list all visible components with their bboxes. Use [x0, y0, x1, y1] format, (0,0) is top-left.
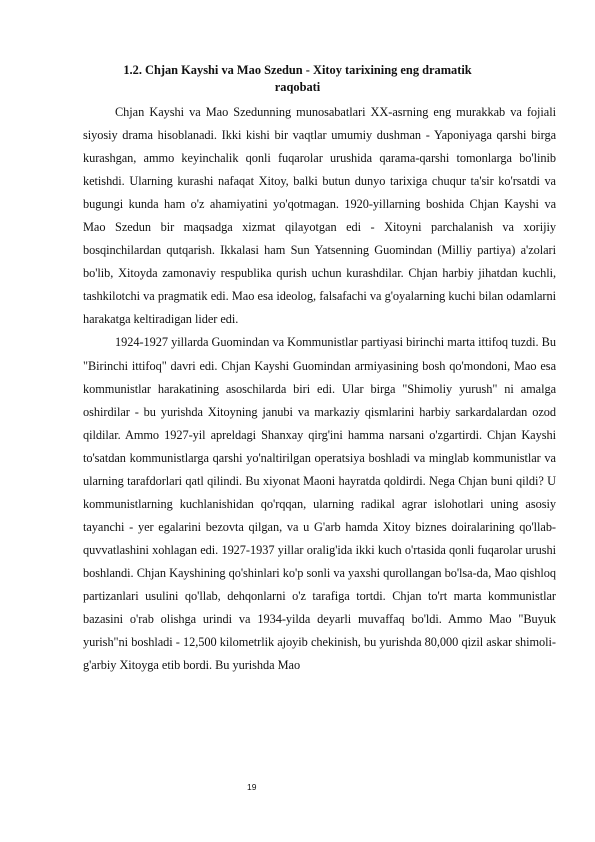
paragraph: 1924-1927 yillarda Guomindan va Kommunistlar partiyasi birinchi marta ittifoq tuzdi. Bu "Birinchi ittifoq" davri edi. Chjan Kayshi Guomindan armiyasining bosh qo'mondoni, Mao esa kommunistlar harakatining asoschilarda biri edi. Ular birga "Shimoliy yurush" ni amalga oshirdilar - bu yurishda Xitoyning janubi va markaziy qismlarini harbiy sarkardalardan ozod qildilar. Ammo 1927-yil apreldagi Shanxay qirg'ini hamma narsani o'zgartirdi. Chjan Kayshi to'satdan kommunistlarga qarshi yo'naltirilgan operatsiya boshladi va minglab kommunistlar va ularning tarafdorlari qatl qilindi. Bu xiyonat Maoni hayratda qoldirdi. Nega Chjan buni qildi? U kommunistlarning kuchlanishidan qo'rqqan, ularning radikal agrar islohotlari uning asosiy tayanchi - yer egalarini bezovta qilgan, va u G'arb hamda Xitoy biznes doiralarining qo'llab-quvvatlashini xohlagan edi. 1927-1937 yillar oralig'ida ikki kuch o'rtasida qonli fuqarolar urushi boshlandi. Chjan Kayshining qo'shinlari ko'p sonli va yaxshi qurollangan bo'lsa-da, Mao qishloq partizanlari usulini qo'llab, dehqonlarni o'z tarafiga tortdi. Chjan to'rt marta kommunistlar bazasini o'rab olishga urindi va 1934-yilda deyarli muvaffaq bo'ldi. Ammo Mao "Buyuk yurish"ni boshladi - 12,500 kilometrlik ajoyib chekinish, bu yurishda 80,000 qizil askar shimoli-g'arbiy Xitoyga etib bordi. Bu yurishda Mao — [83, 335, 556, 673]
paragraph: Chjan Kayshi va Mao Szedunning munosabatlari XX-asrning eng murakkab va fojiali siyosiy drama hisoblanadi. Ikki kishi bir vaqtlar umumiy dushman - Yaponiyaga qarshi birga kurashgan, ammo keyinchalik qonli fuqarolar urushida qarama-qarshi tomonlarga bo'linib ketishdi. Ularning kurashi nafaqat Xitoy, balki butun dunyo tarixiga chuqur ta'sir ko'rsatdi va bugungi kunda ham o'z ahamiyatini yo'qotmagan. 1920-yillarning boshida Chjan Kayshi va Mao Szedun bir maqsadga xizmat qilayotgan edi - Xitoyni parchalanish va xorijiy bosqinchilardan qutqarish. Ikkalasi ham Sun Yatsenning Guomindan (Milliy partiya) a'zolari bo'lib, Xitoyda zamonaviy respublika qurish uchun kurashdilar. Chjan harbiy jihatdan kuchli, tashkilotchi va pragmatik edi. Mao esa ideolog, falsafachi va g'oyalarning kuchi bilan odamlarni harakatga keltiradigan lider edi. — [83, 105, 556, 327]
body-text — [83, 101, 556, 677]
section-heading: 1.2. Chjan Kayshi va Mao Szedun - Xitoy tarixining eng dramatik raqobati — [123, 63, 472, 94]
page-number: 19 — [247, 782, 257, 792]
